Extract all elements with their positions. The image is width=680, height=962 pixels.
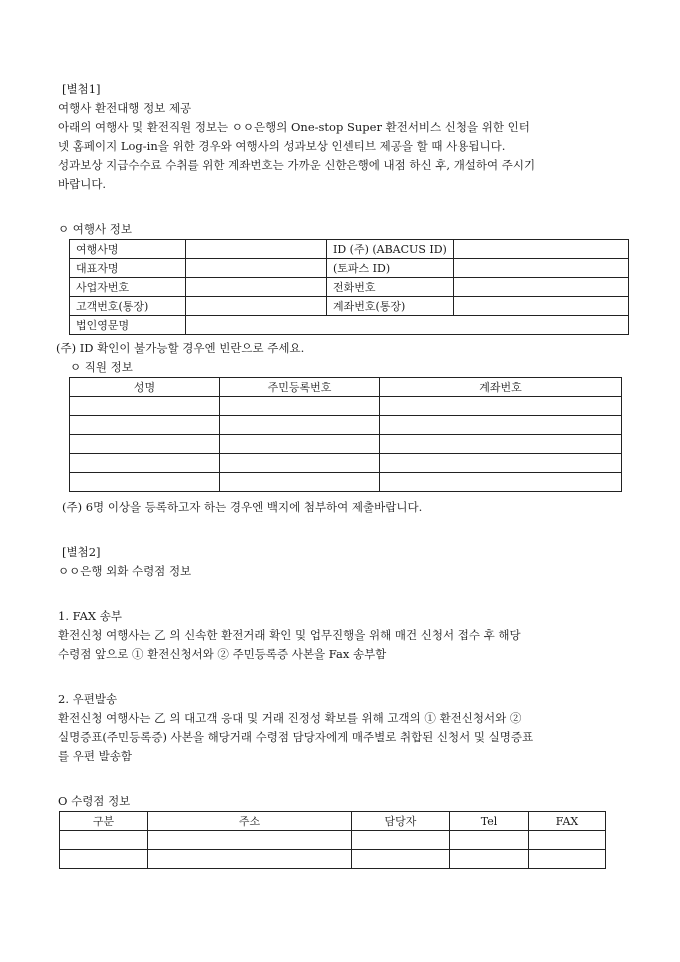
agency-value-cell[interactable] xyxy=(454,240,629,259)
column-header: FAX xyxy=(529,812,606,831)
staff-cell[interactable] xyxy=(70,454,220,473)
column-header: 성명 xyxy=(70,378,220,397)
agency-value-cell[interactable] xyxy=(186,278,327,297)
branch-cell[interactable] xyxy=(148,831,352,850)
table-row xyxy=(60,831,606,850)
agency-note: (주) ID 확인이 불가능할 경우엔 빈란으로 주세요. xyxy=(56,341,305,355)
paragraph-line: 아래의 여행사 및 환전직원 정보는 ㅇㅇ은행의 One-stop Super 환전서비스 신청을 위한 인터 xyxy=(58,120,530,134)
staff-cell[interactable] xyxy=(380,397,622,416)
staff-cell[interactable] xyxy=(220,397,380,416)
agency-label: (토파스 ID) xyxy=(327,259,454,278)
branch-info-table xyxy=(59,811,606,869)
agency-label: 계좌번호(통장) xyxy=(327,297,454,316)
table-row xyxy=(70,240,629,259)
fax-line: 수령점 앞으로 ① 환전신청서와 ② 주민등록증 사본을 Fax 송부함 xyxy=(58,647,387,661)
staff-cell[interactable] xyxy=(70,473,220,492)
paragraph-line: 성과보상 지급수수료 수취를 위한 계좌번호는 가까운 신한은행에 내점 하신 후, 개설하여 주시기 xyxy=(58,158,536,172)
staff-cell[interactable] xyxy=(70,397,220,416)
agency-label: 고객번호(통장) xyxy=(70,297,186,316)
table-row xyxy=(70,259,629,278)
table-row xyxy=(70,297,629,316)
table-row xyxy=(70,416,622,435)
column-header: 주소 xyxy=(148,812,352,831)
agency-info-table xyxy=(69,239,629,335)
agency-value-cell[interactable] xyxy=(454,259,629,278)
branch-cell[interactable] xyxy=(60,831,148,850)
column-header: 담당자 xyxy=(352,812,450,831)
staff-cell[interactable] xyxy=(70,416,220,435)
mail-section-title: 2. 우편발송 xyxy=(58,692,118,706)
agency-value-cell[interactable] xyxy=(186,297,327,316)
table-row xyxy=(70,397,622,416)
mail-line: 환전신청 여행사는 乙 의 대고객 응대 및 거래 진정성 확보를 위해 고객의 ① 환전신청서와 ② xyxy=(58,711,522,725)
staff-cell[interactable] xyxy=(380,435,622,454)
agency-label: 전화번호 xyxy=(327,278,454,297)
branch-cell[interactable] xyxy=(450,831,529,850)
branch-cell[interactable] xyxy=(529,831,606,850)
staff-cell[interactable] xyxy=(380,416,622,435)
table-row xyxy=(70,278,629,297)
document-page xyxy=(58,80,624,869)
staff-note: (주) 6명 이상을 등록하고자 하는 경우엔 백지에 첨부하여 제출바랍니다. xyxy=(62,500,423,514)
table-header-row xyxy=(70,378,622,397)
staff-info-table xyxy=(69,377,622,492)
staff-cell[interactable] xyxy=(380,473,622,492)
agency-value-cell[interactable] xyxy=(186,316,629,335)
branch-cell[interactable] xyxy=(352,831,450,850)
attachment2-label: [별첨2] xyxy=(62,545,101,559)
fax-section-title: 1. FAX 송부 xyxy=(58,609,122,623)
branch-cell[interactable] xyxy=(60,850,148,869)
paragraph-line: 바랍니다. xyxy=(58,177,107,191)
paragraph-line: 넷 홈페이지 Log-in을 위한 경우와 여행사의 성과보상 인센티브 제공을 할 때 사용됩니다. xyxy=(58,139,506,153)
staff-cell[interactable] xyxy=(70,435,220,454)
agency-label: 사업자번호 xyxy=(70,278,186,297)
column-header: 주민등록번호 xyxy=(220,378,380,397)
column-header: 계좌번호 xyxy=(380,378,622,397)
agency-value-cell[interactable] xyxy=(186,240,327,259)
branch-cell[interactable] xyxy=(450,850,529,869)
agency-value-cell[interactable] xyxy=(186,259,327,278)
agency-label: 여행사명 xyxy=(70,240,186,259)
agency-section-title: ㅇ 여행사 정보 xyxy=(58,222,132,236)
staff-cell[interactable] xyxy=(220,473,380,492)
table-row xyxy=(70,316,629,335)
agency-value-cell[interactable] xyxy=(454,297,629,316)
staff-cell[interactable] xyxy=(380,454,622,473)
staff-cell[interactable] xyxy=(220,416,380,435)
column-header: Tel xyxy=(450,812,529,831)
mail-line: 를 우편 발송함 xyxy=(58,749,132,763)
attachment1-label: [별첨1] xyxy=(62,82,101,96)
attachment1-title: 여행사 환전대행 정보 제공 xyxy=(58,101,192,115)
table-row xyxy=(60,850,606,869)
staff-section-title: ㅇ 직원 정보 xyxy=(70,360,133,374)
fax-line: 환전신청 여행사는 乙 의 신속한 환전거래 확인 및 업무진행을 위해 매건 신청서 접수 후 해당 xyxy=(58,628,521,642)
attachment1-paragraph xyxy=(58,118,624,194)
branch-cell[interactable] xyxy=(529,850,606,869)
attachment2-title: ㅇㅇ은행 외화 수령점 정보 xyxy=(58,564,192,578)
table-row xyxy=(70,473,622,492)
table-row xyxy=(70,435,622,454)
agency-value-cell[interactable] xyxy=(454,278,629,297)
mail-line: 실명증표(주민등록증) 사본을 해당거래 수령점 담당자에게 매주별로 취합된 신청서 및 실명증표 xyxy=(58,730,534,744)
agency-label: 법인영문명 xyxy=(70,316,186,335)
column-header: 구분 xyxy=(60,812,148,831)
branch-cell[interactable] xyxy=(148,850,352,869)
table-row xyxy=(70,454,622,473)
table-header-row xyxy=(60,812,606,831)
agency-label: ID (주) (ABACUS ID) xyxy=(327,240,454,259)
branch-cell[interactable] xyxy=(352,850,450,869)
branch-section-title: O 수령점 정보 xyxy=(58,794,131,808)
agency-label: 대표자명 xyxy=(70,259,186,278)
staff-cell[interactable] xyxy=(220,435,380,454)
staff-cell[interactable] xyxy=(220,454,380,473)
